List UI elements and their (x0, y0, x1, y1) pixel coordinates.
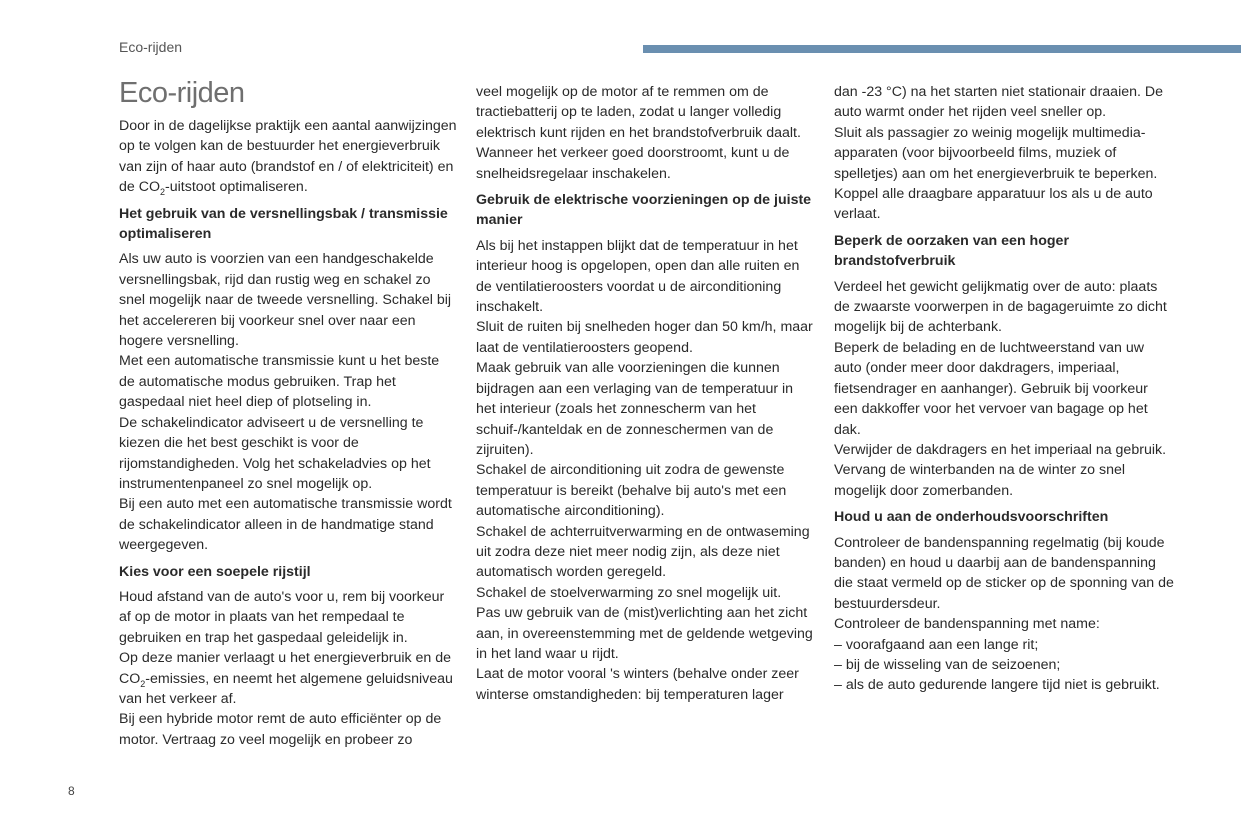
paragraph: Schakel de stoelverwarming zo snel mogelijk uit. (476, 584, 782, 601)
section-title-maintenance: Houd u aan de onderhoudsvoorschriften (834, 509, 1109, 526)
paragraph: Met een automatische transmissie kunt u het beste de automatische modus gebruiken. Trap het gaspedaal niet heel diep of plotseling in. (119, 353, 440, 411)
paragraph: Als uw auto is voorzien van een handgeschakelde versnellingsbak, rijd dan rustig weg en schakel zo snel mogelijk naar de tweede versnelling. Schakel bij het accelereren bij voorkeur snel over naar een hogere versnelling. (119, 251, 452, 350)
paragraph: Beperk de belading en de luchtweerstand van uw auto (onder meer door dakdragers, imperiaal, fietsendrager en aanhanger). Gebruik bij voorkeur een dakkoffer voor het vervoer van bagage op het dak. (834, 339, 1148, 438)
paragraph: Maak gebruik van alle voorzieningen die kunnen bijdragen aan een verlaging van de temperatuur in het interieur (zoals het zonnescherm van het schuif-/kanteldak en de zonneschermen van de zijruiten). (476, 360, 794, 458)
paragraph: veel mogelijk op de motor af te remmen om de tractiebatterij op te laden, zodat u langer volledig elektrisch kunt rijden en het brandstofverbruik daalt. (476, 84, 801, 141)
paragraph: Verwijder de dakdragers en het imperiaal na gebruik. (834, 441, 1167, 458)
paragraph: Laat de motor vooral 's winters (behalve onder zeer winterse omstandigheden: bij temperaturen lager (476, 666, 799, 703)
paragraph: Controleer de bandenspanning regelmatig (bij koude banden) en houd u daarbij aan de bandenspanning die staat vermeld op de sticker op de sponning van de bestuurdersdeur. (834, 534, 1174, 612)
paragraph: Vervang de winterbanden na de winter zo snel mogelijk door zomerbanden. (834, 462, 1126, 499)
paragraph: Sluit als passagier zo weinig mogelijk multimedia-apparaten (voor bijvoorbeeld films, muziek of spelletjes) aan om het energieverbruik te beperken. (834, 124, 1158, 182)
paragraph: Koppel alle draagbare apparatuur los als u de auto verlaat. (834, 186, 1153, 223)
paragraph: Sluit de ruiten bij snelheden hoger dan 50 km/h, maar laat de ventilatieroosters geopend. (476, 319, 813, 356)
paragraph: Op deze manier verlaagt u het energieverbruik en de $CO_2$-emissies, en neemt het algemene geluidsniveau van het verkeer af. (119, 650, 453, 707)
column-3 (834, 82, 1174, 696)
header-section-label: Eco-rijden (119, 39, 183, 55)
paragraph: Controleer de bandenspanning met name: (834, 616, 1100, 633)
header-accent-bar (643, 45, 1241, 53)
list-item: – als de auto gedurende langere tijd niet is gebruikt. (834, 677, 1160, 694)
column-1 (119, 74, 457, 750)
section-title-transmission: Het gebruik van de versnellingsbak / transmissie optimaliseren (119, 205, 448, 243)
section-title-driving-style: Kies voor een soepele rijstijl (119, 563, 311, 580)
paragraph: Schakel de achterruitverwarming en de ontwaseming uit zodra deze niet meer nodig zijn, als deze niet automatisch worden geregeld. (476, 523, 810, 581)
paragraph: Bij een hybride motor remt de auto efficiënter op de motor. Vertraag zo veel mogelijk en probeer zo (119, 711, 442, 748)
paragraph: Wanneer het verkeer goed doorstroomt, kunt u de snelheidsregelaar inschakelen. (476, 145, 790, 182)
paragraph: Houd afstand van de auto's voor u, rem bij voorkeur af op de motor in plaats van het rempedaal te gebruiken en trap het gaspedaal geleidelijk in. (119, 588, 445, 646)
paragraph: Pas uw gebruik van de (mist)verlichting aan het zicht aan, in overeenstemming met de geldende wetgeving in het land waar u rijdt. (476, 605, 813, 662)
section-title-electrical: Gebruik de elektrische voorzieningen op de juiste manier (476, 192, 812, 229)
section-title-consumption: Beperk de oorzaken van een hoger brandstofverbruik (834, 232, 1069, 270)
paragraph: Bij een auto met een automatische transmissie wordt de schakelindicator alleen in de handmatige stand weergegeven. (119, 496, 452, 554)
list-item: – voorafgaand aan een lange rit; (834, 636, 1039, 653)
paragraph: De schakelindicator adviseert u de versnelling te kiezen die het best geschikt is voor de rijomstandigheden. Volg het schakeladvies op het instrumentenpaneel zo snel mogelijk op. (119, 414, 431, 492)
column-2 (476, 82, 816, 705)
list-item: – bij de wisseling van de seizoenen; (834, 656, 1061, 673)
paragraph: Schakel de airconditioning uit zodra de gewenste temperatuur is bereikt (behalve bij auto's met een automatische airconditioning). (476, 462, 787, 520)
page-number: 8 (68, 784, 75, 798)
intro-paragraph: Door in de dagelijkse praktijk een aantal aanwijzingen op te volgen kan de bestuurder het energieverbruik van zijn of haar auto (brandstof en / of elektriciteit) en de $CO_2$-uitstoot optimaliseren. (119, 118, 457, 198)
page-title: Eco-rijden (119, 77, 245, 109)
paragraph: Verdeel het gewicht gelijkmatig over de auto: plaats de zwaarste voorwerpen in de bagageruimte zo dicht mogelijk bij de achterbank. (834, 278, 1167, 336)
paragraph: dan -23 °C) na het starten niet stationair draaien. De auto warmt onder het rijden veel sneller op. (834, 84, 1164, 121)
paragraph: Als bij het instappen blijkt dat de temperatuur in het interieur hoog is opgelopen, open dan alle ruiten en de ventilatieroosters voordat u de airconditioning inschakelt. (476, 237, 800, 316)
